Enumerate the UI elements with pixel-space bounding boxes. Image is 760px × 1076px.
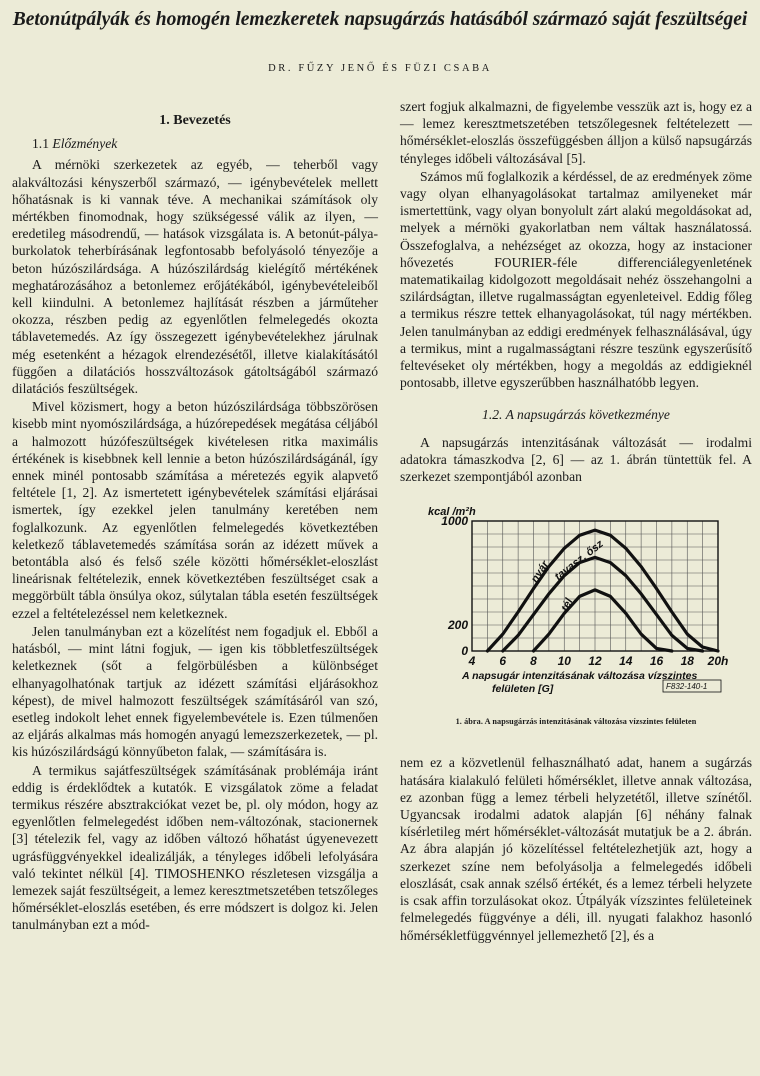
subsection-1-1-heading	[32, 135, 378, 152]
series-label-2: tél	[559, 596, 576, 614]
figure-1	[400, 499, 752, 709]
x-axis-label-cont: felületen [G]	[492, 683, 554, 696]
x-tick-label: 8	[530, 654, 537, 669]
paper-authors: DR. FŰZY JENŐ ÉS FÜZI CSABA	[268, 63, 492, 74]
series-label-0: nyár	[528, 559, 552, 586]
figure-caption: 1. ábra. A napsugárzás intenzitásának változása vízszintes felületen	[455, 717, 697, 727]
paragraph: Mivel közismert, hogy a beton húzószilárdsága többszörösen kisebb mint nyomószilárdsága, a húzórepedések megátása céljából a halmozott húzófeszültségek kivételesen ritka maximális értékének is kisebbnek kell lennie a beton húzószilárdságánál, így ennek minél pontosabb számítása a méretezés egyik alapvető feltétele [1, 2]. Az ismertetett igénybevételek számítási eljárásai ismertek, így ezekkel jelen tanulmány keretében nem foglalkozunk. Az egyenlőtlen felmelegedés következtében keletkező táblavetemedés számítása során az idézett művek a betontábla alsó és felső széle közötti hőmérséklet-eloszlást lineárisnak feltételezik, ennek következtében feszültséget csak a meggörbült tábla önsúlya okoz, súlytalan tábla esetén feszültségek ezzel a feltételezéssel nem keletkeznek.	[12, 399, 378, 621]
paragraph: Jelen tanulmányban ezt a közelítést nem fogadjuk el. Ebből a hatásból, — mint látni fogjuk, — igen kis többletfeszültségek keletkeznek (sőt a felgörbülésben a különbséget elhanyagolhatónak tartjuk az idézett számítási eljárásokhoz képest), de mivel halmozott feszültségek számításáról van szó, esetleg indokolt lehet ennek figyelembevétele is. Ezen túlmenően az eljárás alkalmas más homogén anyagú lemezszerkezetek, — pl. kis húzószilárdságú könnyűbeton falak, — számítására is.	[12, 623, 378, 760]
paragraph: A mérnöki szerkezetek az egyéb, — teherből vagy alakváltozási kényszerből származó, — igénybevételek mellett hőhatásnak is ki vannak téve. A mechanikai számítások oly mértékben finomodnak, hogy szükségessé válik az ilyen, — eredetileg másodrendű, — hatások vizsgálata is. A betonút-pálya- burkolatok teherbírásának legfontosabb befolyásoló tényezője a beton húzószilárdsága. A húzószilárdság kielégítő mértékének meghatározásához a betonlemez erőjátékából, igénybevételeiből kell kiindulni. A betonlemez hajlítását részben a járműteher okozza, részben pedig az egyenlőtlen felmelegedés okozta táblavetemedés. Az így összegezett igénybevételekhez járulnak még esetenként a hézagok elrendezésétől, illetve kialakításától függően a dilatációs hosszváltozások gátoltságából származó dilatációs feszültségek.	[12, 157, 378, 397]
figure-stamp: F832-140-1	[666, 682, 708, 692]
series-label-1: tavasz, ősz	[552, 538, 606, 584]
section-1-heading: 1. Bevezetés	[159, 113, 231, 128]
x-tick-label: 4	[468, 654, 476, 669]
x-tick-label: 12	[588, 654, 602, 669]
y-axis-label: kcal /m²h	[428, 506, 476, 519]
y-tick-label: 1000	[441, 514, 468, 529]
x-axis-label: A napsugár intenzitásának változása vízszintes	[462, 670, 698, 683]
x-tick-label: 16	[649, 654, 664, 669]
solar-intensity-chart	[400, 499, 752, 709]
right-column	[400, 98, 752, 944]
x-tick-label: 20h	[707, 654, 729, 669]
x-tick-label: 6	[499, 654, 507, 669]
subsection-number: 1.1	[32, 136, 49, 152]
paragraph: A napsugárzás intenzitásának változását — irodalmi adatokra támaszkodva [2, 6] — az 1. ábrán tüntettük fel. A szerkezet szempontjából azonban	[400, 434, 752, 485]
left-column	[12, 98, 378, 934]
y-tick-label: 0	[461, 644, 468, 659]
y-tick-label: 200	[447, 618, 468, 633]
x-tick-label: 18	[680, 654, 694, 669]
paragraph: Számos mű foglalkozik a kérdéssel, de az eredmények zöme vagy olyan elhanyagolásokat tartalmaz amilyeneket már ismertettünk, vagy olyan bonyolult zárt alakú megoldásokat ad, melyek a mérnöki gyakorlatban nem váltak használatossá. Összefoglalva, a nehézséget az okozza, hogy az instacioner hővezetés FOURIER-féle differenciálegyenletének matematikailag kidolgozott megoldásait nehéz összehangolni a szilárdságtan, illetve rugalmasságtan egyenleteivel. Eddig főleg a termikus részre tettek elhanyagolásokat, túl nagy mértékben. Jelen tanulmányban az eddigi eredmények felhasználásával, úgy a termikus, mint a rugalmasságtani részre teszünk egyszerűsítő feltevéseket oly mértékben, hogy a megoldás az eddigieknél pontosabb, illetve egyszerűbben használhatóbb legyen.	[400, 168, 752, 391]
x-tick-label: 14	[619, 654, 633, 669]
paper-title: Betonútpályák és homogén lemezkeretek napsugárzás hatásából származó saját feszültségei	[12, 9, 748, 30]
paragraph: nem ez a közvetlenül felhasználható adat, hanem a sugárzás hatására kialakuló felületi hőmérséklet, illetve annak változása, ez azonban függ a lemez térbeli helyzetétől, illetve színétől. Ugyancsak irodalmi adatok alapján [6] néhány falnak kísérletileg mért hőmérséklet-változását mutatjuk be a 2. ábrán. Az ábra alapján jó közelítéssel feltételezhetjük azt, hogy a szerkezet színe nem befolyásolja a felmelegedés időbeli eloszlását, csak annak szélső értékét, és a lemez térbeli helyzete is csak affin torzulásokat okoz. Útpályák vízszintes felületeinek felmelegedés függvénye a déli, ill. nyugati falakhoz hasonló hőmérsékletfüggvénnyel jellemezhető [2], és a	[400, 755, 752, 943]
section-1-2-heading: 1.2. A napsugárzás következménye	[482, 407, 670, 423]
subsection-title: Előzmények	[52, 136, 118, 152]
x-tick-label: 10	[557, 654, 571, 669]
paragraph: szert fogjuk alkalmazni, de figyelembe vesszük azt is, hogy ez a — lemez keresztmetszetében tetszőlegesnek feltételezett — hőmérséklet-eloszlás összefüggésben álljon a külső napsugárzás tényleges időbeli változásával [5].	[400, 99, 752, 166]
paragraph: A termikus sajátfeszültségek számításának problémája iránt eddig is érdeklődtek a kutatók. E vizsgálatok zöme a feladat termikus részére absztrakciókat vezet be, pl. oly módon, hogy az egyenlőtlen felmelegedést időben nem-változónak, stacionernek [3] tételezik fel, vagy az időben változó hőhatást úgyenevezett ugrásfüggvényekkel idealizálják, a tényleges időbeli lefolyására való tekintet nélkül [4]. TIMOSHENKO részletesen vizsgálja a lemezek saját feszültségeit, a lemez keresztmetszetében tetszőleges hőmérséklet-eloszlás esetében, és erre módszert is dolgoz ki. Jelen tanulmányban ezt a mód-	[12, 762, 378, 933]
